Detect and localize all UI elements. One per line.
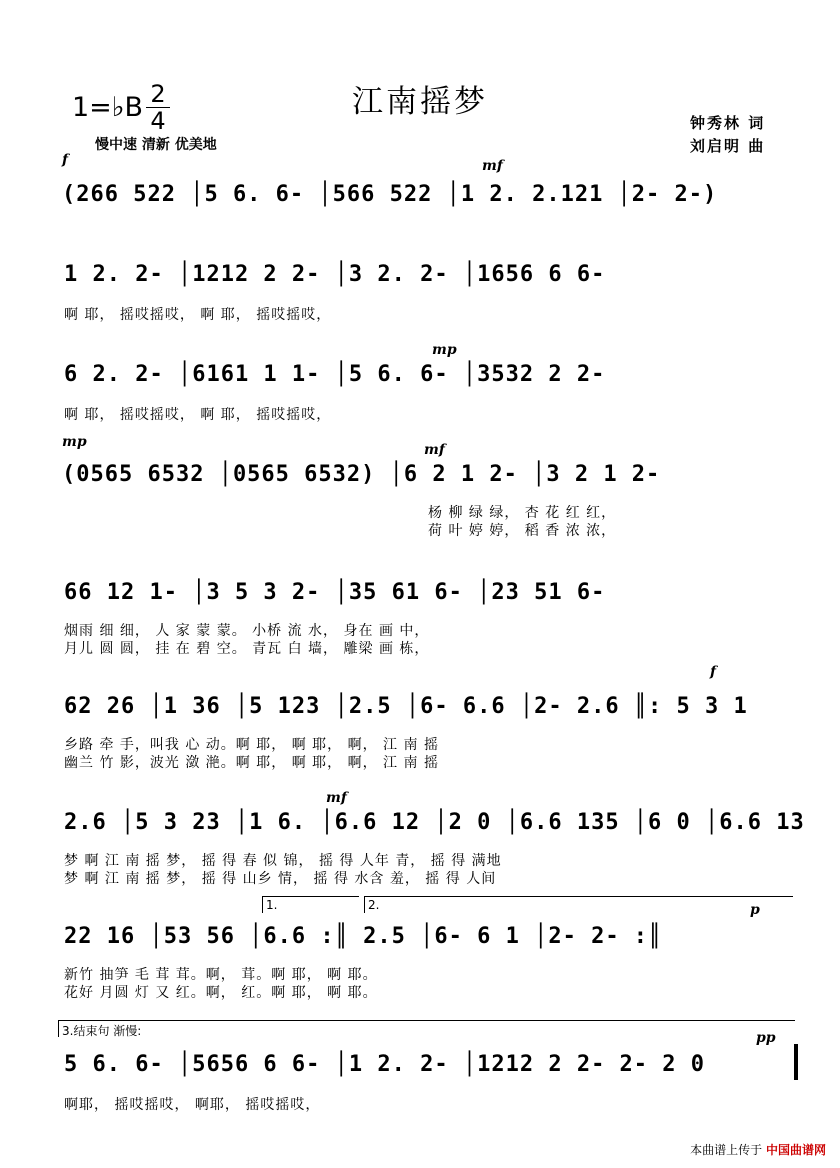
lyrics-row-7-verse-2: 梦 啊 江 南 摇 梦， 摇 得 山乡 情， 摇 得 水含 羞， 摇 得 人间 (64, 871, 497, 887)
dynamic-mark: mp (432, 342, 457, 358)
lyrics-row-4-verse-1: 杨 柳 绿 绿， 杏 花 红 红， (428, 505, 617, 521)
notation-row-7: 2.6 │5 3 23 │1 6. │6.6 12 │2 0 │6.6 135 │6 0 │6.6 13 (64, 810, 805, 835)
notation-row-6: 62 26 │1 36 │5 123 │2.5 │6- 6.6 │2- 2.6 ║: 5 3 1 (64, 694, 748, 719)
notation-row-9: 5 6. 6- │5656 6 6- │1 2. 2- │1212 2 2- 2- 2 0 (64, 1052, 706, 1077)
key-signature: 1=♭B (72, 92, 144, 123)
notation-row-2: 1 2. 2- │1212 2 2- │3 2. 2- │1656 6 6- (64, 262, 606, 287)
dynamic-mark: mp (62, 434, 87, 450)
lyricist-credit: 钟秀林 词 (690, 114, 766, 132)
second-ending-label: 2. (368, 898, 380, 912)
dynamic-mark: f (62, 152, 69, 168)
coda-label: 3.结束句 渐慢: (62, 1024, 142, 1038)
dynamic-mark: p (750, 902, 760, 918)
tempo-marking: 慢中速 清新 优美地 (95, 137, 217, 153)
lyrics-row-5-verse-2: 月儿 圆 圆， 挂 在 碧 空。 青瓦 白 墙， 雕梁 画 栋， (64, 641, 430, 657)
lyrics-row-4-verse-2: 荷 叶 婷 婷， 稻 香 浓 浓， (428, 523, 617, 539)
coda-bracket (58, 1020, 795, 1037)
first-ending-label: 1. (266, 898, 278, 912)
lyrics-row-8-verse-2: 花好 月圆 灯 又 红。啊， 红。啊 耶， 啊 耶。 (64, 985, 378, 1001)
lyrics-row-2: 啊 耶， 摇哎摇哎， 啊 耶， 摇哎摇哎， (64, 307, 332, 323)
lyrics-row-6-verse-2: 幽兰 竹 影，波光 潋 滟。啊 耶， 啊 耶， 啊， 江 南 摇 (64, 755, 439, 771)
dynamic-mark: mf (326, 790, 347, 806)
notation-row-8: 22 16 │53 56 │6.6 :║ 2.5 │6- 6 1 │2- 2- :║ (64, 924, 663, 949)
notation-row-5: 66 12 1- │3 5 3 2- │35 61 6- │23 51 6- (64, 580, 606, 605)
lyrics-row-5-verse-1: 烟雨 细 细， 人 家 蒙 蒙。 小桥 流 水， 身在 画 中， (64, 623, 430, 639)
final-barline (794, 1044, 798, 1080)
dynamic-mark: mf (482, 158, 503, 174)
footer-credit (690, 1141, 826, 1158)
dynamic-mark: mf (424, 442, 445, 458)
notation-row-1: (266 522 │5 6. 6- │566 522 │1 2. 2.121 │2- 2-) (62, 182, 718, 207)
lyrics-row-3: 啊 耶， 摇哎摇哎， 啊 耶， 摇哎摇哎， (64, 407, 332, 423)
time-signature (146, 82, 170, 133)
lyrics-row-8-verse-1: 新竹 抽笋 毛 茸 茸。啊， 茸。啊 耶， 啊 耶。 (64, 967, 378, 983)
notation-row-4: (0565 6532 │0565 6532) │6 2 1 2- │3 2 1 2- (62, 462, 661, 487)
footer-site-logo: 中国曲谱网 (765, 1143, 826, 1157)
lyrics-row-6-verse-1: 乡路 牵 手，叫我 心 动。啊 耶， 啊 耶， 啊， 江 南 摇 (64, 737, 439, 753)
notation-row-3: 6 2. 2- │6161 1 1- │5 6. 6- │3532 2 2- (64, 362, 606, 387)
composer-credit: 刘启明 曲 (690, 137, 766, 155)
dynamic-mark: f (710, 664, 717, 680)
second-ending-bracket (364, 896, 793, 913)
meter-top: 2 (150, 80, 166, 108)
dynamic-mark: pp (756, 1030, 776, 1046)
meter-bottom: 4 (150, 107, 166, 135)
lyrics-row-7-verse-1: 梦 啊 江 南 摇 梦， 摇 得 春 似 锦， 摇 得 人年 青， 摇 得 满地 (64, 853, 502, 869)
footer-prefix: 本曲谱上传于 (690, 1143, 763, 1157)
song-title: 江南摇梦 (352, 84, 488, 120)
lyrics-row-9: 啊耶， 摇哎摇哎， 啊耶， 摇哎摇哎， (64, 1097, 321, 1113)
